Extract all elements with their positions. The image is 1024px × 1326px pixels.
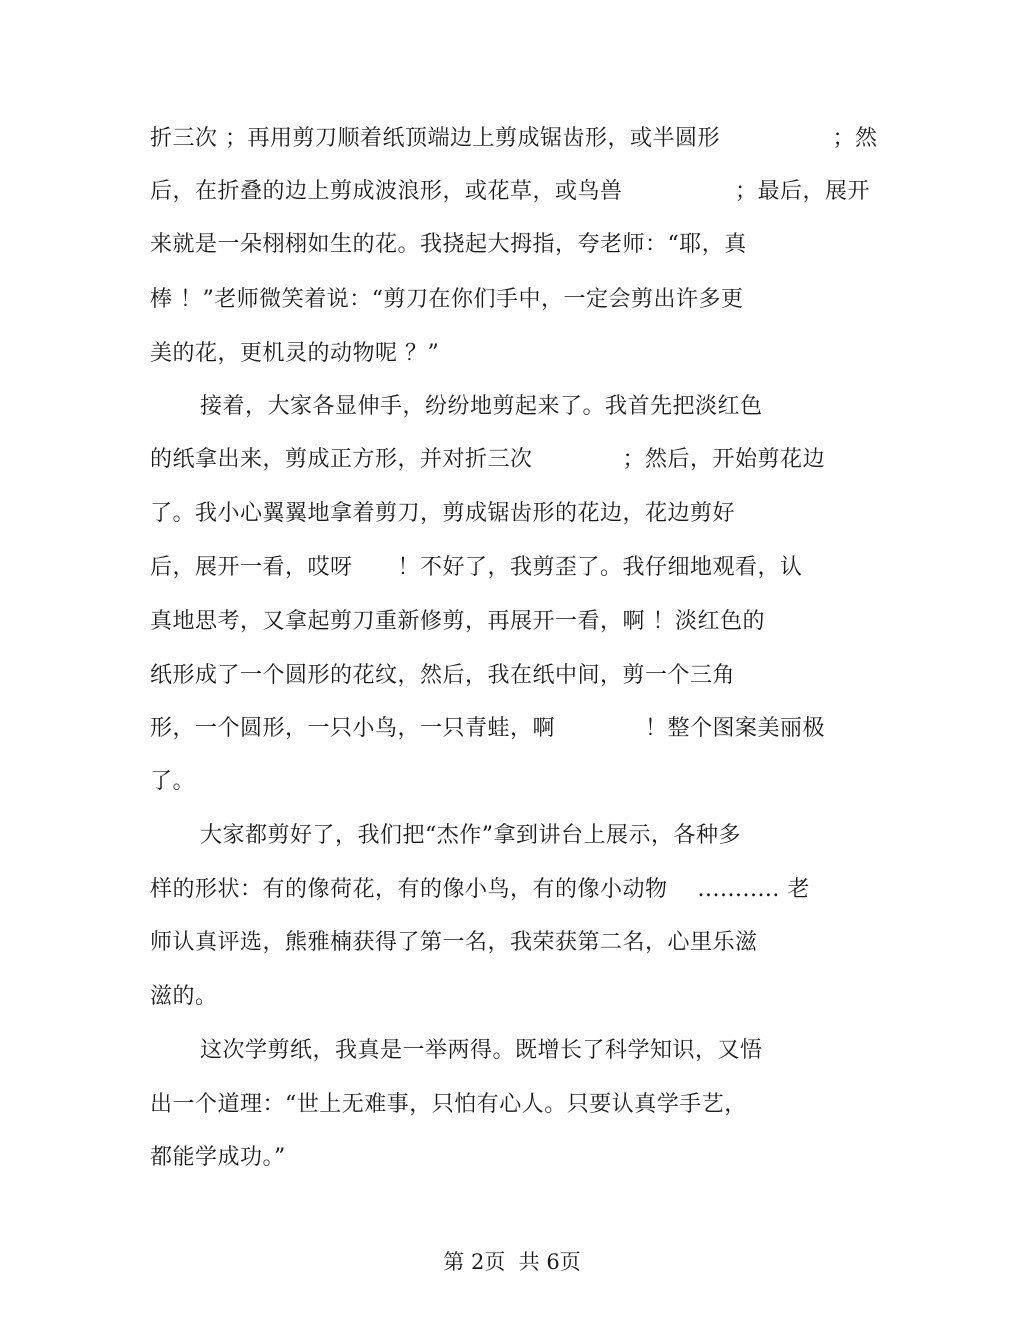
paragraph-line: 了。 — [150, 769, 196, 794]
paragraph-line: 接着，大家各显伸手，纷纷地剪起来了。我首先把淡红色 — [200, 394, 763, 419]
paragraph-line: 棒 ！”老师微笑着说：“剪刀在你们手中，一定会剪出许多更 — [150, 287, 744, 312]
paragraph-line: 师认真评选，熊雅楠获得了第一名，我荣获第二名，心里乐滋 — [150, 930, 758, 955]
paragraph-line: 来就是一朵栩栩如生的花。我挠起大拇指，夸老师：“耶，真 — [150, 232, 747, 257]
paragraph-line: 折三次 ；再用剪刀顺着纸顶端边上剪成锯齿形，或半圆形 ；然 — [150, 126, 878, 151]
paragraph-line: 后，在折叠的边上剪成波浪形，或花草，或鸟兽 ；最后，展开 — [150, 179, 871, 204]
paragraph-line: 真地思考，又拿起剪刀重新修剪，再展开一看，啊 ！淡红色的 — [150, 609, 765, 634]
paragraph-line: 出一个道理：“世上无难事，只怕有心人。只要认真学手艺， — [150, 1092, 747, 1117]
paragraph-line: 样的形状：有的像荷花，有的像小鸟，有的像小动物 ........... 老 — [150, 877, 810, 902]
paragraph-line: 了。我小心翼翼地拿着剪刀，剪成锯齿形的花边，花边剪好 — [150, 501, 736, 526]
paragraph-line: 的纸拿出来，剪成正方形，并对折三次 ；然后，开始剪花边 — [150, 447, 826, 472]
paragraph-line: 美的花，更机灵的动物呢 ？” — [150, 341, 440, 366]
paragraph-line: 都能学成功。” — [150, 1145, 286, 1170]
paragraph-line: 大家都剪好了，我们把“杰作”拿到讲台上展示，各种多 — [200, 823, 741, 848]
paragraph-line: 滋的。 — [150, 984, 218, 1009]
paragraph-line: 形，一个圆形，一只小鸟，一只青蛙，啊 ！整个图案美丽极 — [150, 716, 826, 741]
paragraph-line: 后，展开一看，哎呀 ！不好了，我剪歪了。我仔细地观看，认 — [150, 555, 803, 580]
page-number-footer: 第 2页 共 6页 — [443, 1250, 581, 1274]
paragraph-line: 这次学剪纸，我真是一举两得。既增长了科学知识，又悟 — [200, 1038, 763, 1063]
paragraph-line: 纸形成了一个圆形的花纹，然后，我在纸中间，剪一个三角 — [150, 663, 736, 688]
